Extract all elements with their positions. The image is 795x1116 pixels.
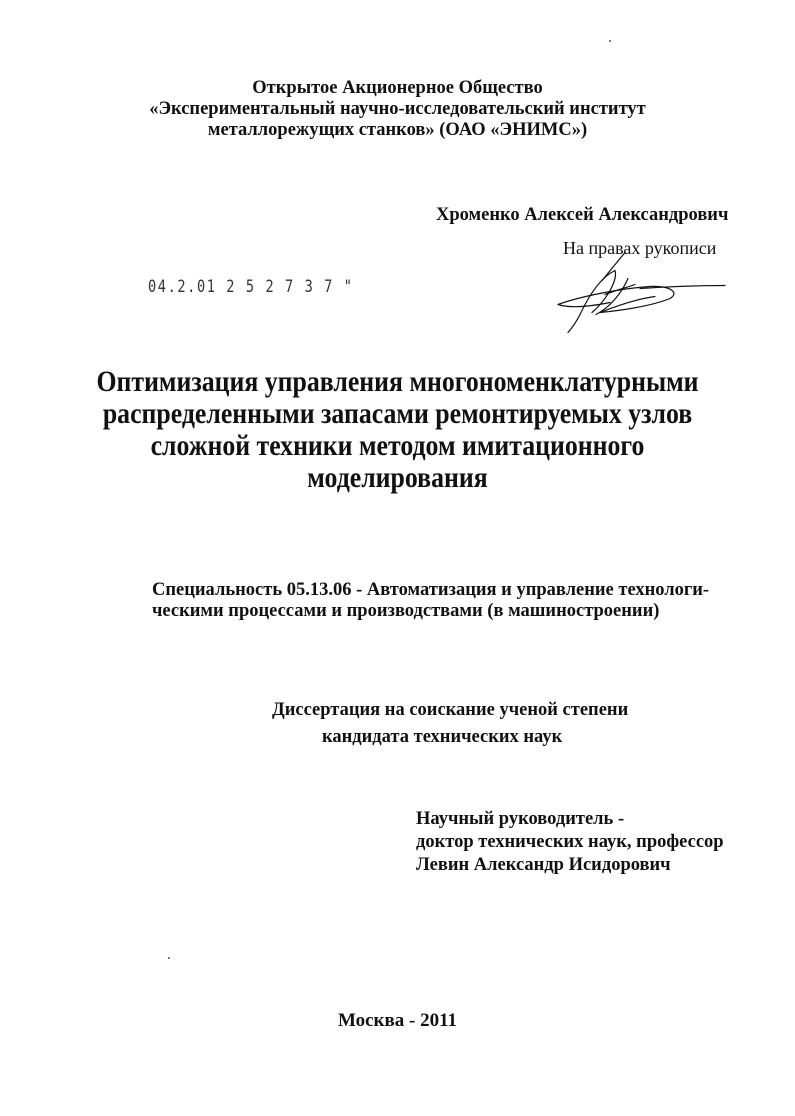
specialty-line: Специальность 05.13.06 - Автоматизация и управление технологи-	[152, 580, 710, 600]
registration-stamp: 04.2.01 2 5 2 7 3 7 "	[148, 277, 354, 297]
degree-line: Диссертация на соискание ученой степени	[272, 700, 629, 720]
organization-line: Открытое Акционерное Общество	[252, 78, 543, 98]
title-line: распределенными запасами ремонтируемых узлов	[102, 397, 693, 430]
degree-block	[272, 697, 628, 751]
scan-speck	[168, 957, 170, 959]
organization-header	[0, 78, 795, 141]
city-year: Москва - 2011	[337, 1010, 458, 1031]
degree-line: кандидата технических наук	[322, 727, 563, 747]
organization-line: металлорежущих станков» (ОАО «ЭНИМС»)	[207, 120, 588, 140]
title-line: моделирования	[307, 461, 488, 494]
title-line: сложной техники методом имитационного	[150, 429, 645, 462]
signature-icon	[540, 250, 740, 345]
organization-line: «Экспериментальный научно-исследовательский институт	[149, 99, 646, 119]
author-name: Хроменко Алексей Александрович	[436, 205, 729, 225]
specialty-block	[152, 580, 709, 622]
scan-speck	[609, 40, 611, 42]
dissertation-title	[0, 366, 795, 494]
specialty-line: ческими процессами и производствами (в машиностроении)	[152, 601, 660, 621]
supervisor-line: Научный руководитель -	[416, 809, 625, 829]
rights-note: На правах рукописи	[563, 238, 717, 258]
supervisor-line: доктор технических наук, профессор	[416, 832, 724, 852]
supervisor-block	[416, 808, 724, 877]
supervisor-line: Левин Александр Исидорович	[416, 855, 671, 875]
title-line: Оптимизация управления многономенклатурными	[96, 365, 699, 398]
